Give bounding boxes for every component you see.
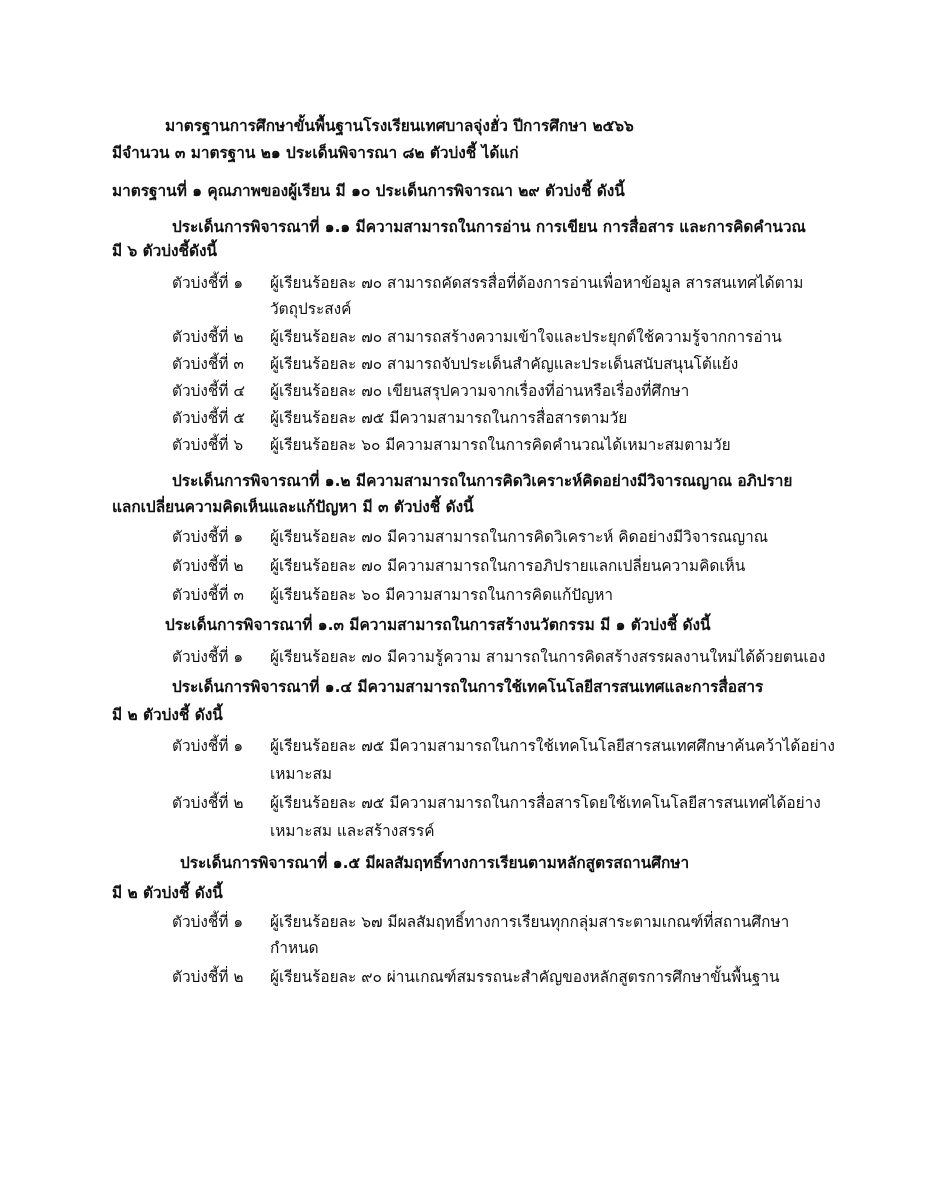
indicator-label: ตัวบ่งชี้ที่ ๒ (172, 557, 244, 575)
indicator-label: ตัวบ่งชี้ที่ ๓ (172, 355, 244, 373)
indicator-text: ผู้เรียนร้อยละ ๖๗ มีผลสัมฤทธิ์ทางการเรียนทุกกลุ่มสาระตามเกณฑ์ที่สถานศึกษา (270, 913, 790, 931)
document-summary: มีจำนวน ๓ มาตรฐาน ๒๑ ประเด็นพิจารณา ๘๒ ตัวบ่งชี้ ได้แก่ (112, 144, 519, 162)
indicator-text: ผู้เรียนร้อยละ ๖๐ มีความสามารถในการคิดคำนวณได้เหมาะสมตามวัย (270, 436, 731, 454)
indicator-text: ผู้เรียนร้อยละ ๗๕ มีความสามารถในการสื่อสารตามวัย (270, 409, 628, 427)
section-heading-cont: มี ๒ ตัวบ่งชี้ ดังนี้ (112, 884, 223, 902)
indicator-label: ตัวบ่งชี้ที่ ๒ (172, 794, 244, 812)
section-heading: ประเด็นการพิจารณาที่ ๑.๒ มีความสามารถในการคิดวิเคราะห์คิดอย่างมีวิจารณญาณ อภิปราย (172, 472, 793, 490)
indicator-label: ตัวบ่งชี้ที่ ๔ (172, 382, 246, 400)
indicator-label: ตัวบ่งชี้ที่ ๑ (172, 528, 244, 546)
indicator-text: ผู้เรียนร้อยละ ๗๐ สามารถคัดสรรสื่อที่ต้องการอ่านเพื่อหาข้อมูล สารสนเทศได้ตาม (270, 274, 804, 292)
indicator-text: ผู้เรียนร้อยละ ๗๐ มีความสามารถในการอภิปรายแลกเปลี่ยนความคิดเห็น (270, 557, 746, 575)
indicator-label: ตัวบ่งชี้ที่ ๑ (172, 648, 244, 666)
section-heading: ประเด็นการพิจารณาที่ ๑.๑ มีความสามารถในการอ่าน การเขียน การสื่อสาร และการคิดคำนวณ (172, 218, 806, 236)
indicator-label: ตัวบ่งชี้ที่ ๕ (172, 409, 246, 427)
indicator-label: ตัวบ่งชี้ที่ ๒ (172, 328, 244, 346)
indicator-label: ตัวบ่งชี้ที่ ๑ (172, 274, 244, 292)
section-heading: ประเด็นการพิจารณาที่ ๑.๕ มีผลสัมฤทธิ์ทางการเรียนตามหลักสูตรสถานศึกษา (180, 854, 690, 872)
section-heading: ประเด็นการพิจารณาที่ ๑.๓ มีความสามารถในการสร้างนวัตกรรม มี ๑ ตัวบ่งชี้ ดังนี้ (165, 616, 711, 634)
indicator-label: ตัวบ่งชี้ที่ ๓ (172, 586, 244, 604)
indicator-text-cont: เหมาะสม และสร้างสรรค์ (270, 822, 435, 840)
indicator-text: ผู้เรียนร้อยละ ๙๐ ผ่านเกณฑ์สมรรถนะสำคัญของหลักสูตรการศึกษาขั้นพื้นฐาน (270, 968, 780, 986)
indicator-text-cont: กำหนด (270, 939, 319, 957)
indicator-label: ตัวบ่งชี้ที่ ๑ (172, 913, 244, 931)
document-title: มาตรฐานการศึกษาขั้นพื้นฐานโรงเรียนเทศบาลจุ่งฮั่ว ปีการศึกษา ๒๕๖๖ (165, 117, 634, 135)
indicator-label: ตัวบ่งชี้ที่ ๒ (172, 968, 244, 986)
indicator-text: ผู้เรียนร้อยละ ๗๐ สามารถจับประเด็นสำคัญและประเด็นสนับสนุนโต้แย้ง (270, 355, 739, 373)
indicator-text: ผู้เรียนร้อยละ ๗๕ มีความสามารถในการใช้เทคโนโลยีสารสนเทศศึกษาค้นคว้าได้อย่าง (270, 737, 835, 755)
section-heading-cont: มี ๖ ตัวบ่งชี้ดังนี้ (112, 242, 218, 260)
indicator-text: ผู้เรียนร้อยละ ๗๐ สามารถสร้างความเข้าใจและประยุกต์ใช้ความรู้จากการอ่าน (270, 328, 782, 346)
indicator-text: ผู้เรียนร้อยละ ๗๐ มีความรู้ความ สามารถในการคิดสร้างสรรผลงานใหม่ได้ด้วยตนเอง (270, 648, 826, 666)
indicator-label: ตัวบ่งชี้ที่ ๑ (172, 737, 244, 755)
section-heading: ประเด็นการพิจารณาที่ ๑.๔ มีความสามารถในการใช้เทคโนโลยีสารสนเทศและการสื่อสาร (172, 678, 764, 696)
standard-heading: มาตรฐานที่ ๑ คุณภาพของผู้เรียน มี ๑๐ ประเด็นการพิจารณา ๒๙ ตัวบ่งชี้ ดังนี้ (112, 182, 625, 200)
indicator-label: ตัวบ่งชี้ที่ ๖ (172, 436, 244, 454)
section-heading-cont: มี ๒ ตัวบ่งชี้ ดังนี้ (112, 706, 223, 724)
indicator-text: ผู้เรียนร้อยละ ๗๕ มีความสามารถในการสื่อสารโดยใช้เทคโนโลยีสารสนเทศได้อย่าง (270, 794, 821, 812)
indicator-text: ผู้เรียนร้อยละ ๖๐ มีความสามารถในการคิดแก้ปัญหา (270, 586, 613, 604)
indicator-text: ผู้เรียนร้อยละ ๗๐ เขียนสรุปความจากเรื่องที่อ่านหรือเรื่องที่ศึกษา (270, 382, 690, 400)
indicator-text-cont: เหมาะสม (270, 765, 332, 783)
indicator-text: ผู้เรียนร้อยละ ๗๐ มีความสามารถในการคิดวิเคราะห์ คิดอย่างมีวิจารณญาณ (270, 528, 769, 546)
section-heading-cont: แลกเปลี่ยนความคิดเห็นและแก้ปัญหา มี ๓ ตัวบ่งชี้ ดังนี้ (112, 498, 474, 516)
indicator-text-cont: วัตถุประสงค์ (270, 300, 352, 318)
